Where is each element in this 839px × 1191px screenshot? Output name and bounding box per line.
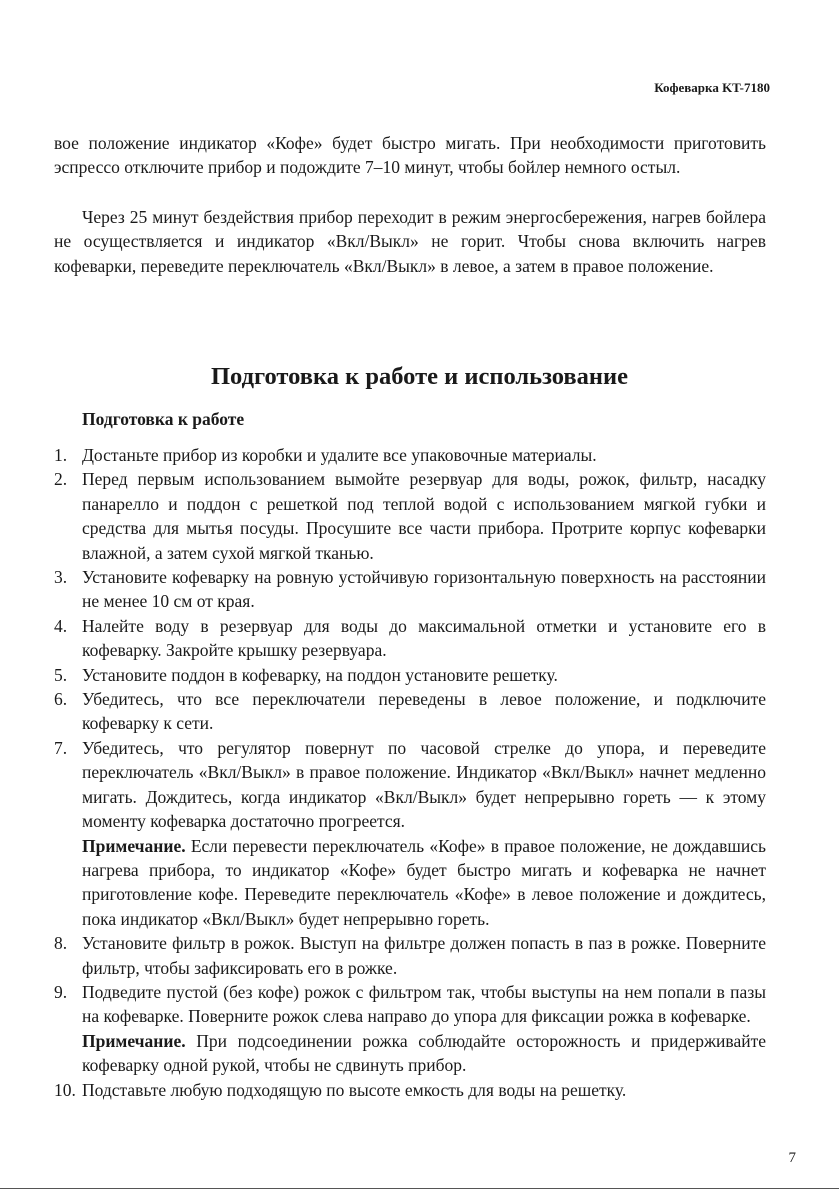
list-item <box>54 980 766 1078</box>
step-text: Установите кофеварку на ровную устойчивую горизонтальную поверхность на расстоянии не менее 10 см от края. <box>82 567 766 612</box>
note <box>82 1029 766 1078</box>
list-item <box>54 565 766 614</box>
list-item <box>54 467 766 565</box>
subheading: Подготовка к работе <box>82 409 245 429</box>
step-number: 4. <box>54 615 68 636</box>
page-number: 7 <box>788 1150 796 1166</box>
step-number: 8. <box>54 933 68 954</box>
step-number: 3. <box>54 567 68 588</box>
step-text: Подведите пустой (без кофе) рожок с фильтром так, чтобы выступы на нем попали в пазы на кофеварке. Поверните рожок слева направо до упора для фиксации рожка в кофеварке. <box>82 981 766 1027</box>
note-label: Примечание. <box>82 835 186 856</box>
step-text: Установите фильтр в рожок. Выступ на фильтре должен попасть в паз в рожке. Поверните фильтр, чтобы зафиксировать его в рожке. <box>82 933 766 978</box>
note-text: При подсоединении рожка соблюдайте осторожность и придерживайте кофеварку одной рукой, чтобы не сдвинуть прибор. <box>82 1030 766 1076</box>
step-text: Достаньте прибор из коробки и удалите все упаковочные материалы. <box>82 445 597 465</box>
step-text: Убедитесь, что регулятор повернут по часовой стрелке до упора, и переведите переключатель «Вкл/Выкл» в правое положение. Индикатор «Вкл/Выкл» начнет медленно мигать. Дождитесь, когда индикатор «Вкл/Выкл» будет непрерывно гореть — к этому моменту кофеварка достаточно прогреется. <box>82 737 766 832</box>
step-number: 10. <box>54 1079 76 1100</box>
intro-paragraph-1: вое положение индикатор «Кофе» будет быстро мигать. При необходимости приготовить эспрессо отключите прибор и подождите 7–10 минут, чтобы бойлер немного остыл. <box>54 133 766 178</box>
note-text: Если перевести переключатель «Кофе» в правое положение, не дождавшись нагрева прибора, то индикатор «Кофе» будет быстро мигать и кофеварка не начнет приготовление кофе. Переведите переключатель «Кофе» в левое положение и дождитесь, пока индикатор «Вкл/Выкл» будет непрерывно гореть. <box>82 835 766 929</box>
step-text: Убедитесь, что все переключатели переведены в левое положение, и подключите кофеварку к сети. <box>82 689 766 734</box>
step-number: 5. <box>54 664 68 685</box>
list-item <box>54 931 766 980</box>
list-item <box>54 663 766 687</box>
step-text: Подставьте любую подходящую по высоте емкость для воды на решетку. <box>82 1079 627 1100</box>
intro-paragraph-2: Через 25 минут бездействия прибор переходит в режим энергосбережения, нагрев бойлера не осуществляется и индикатор «Вкл/Выкл» не горит. Чтобы снова включить нагрев кофеварки, переведите переключатель «Вкл/Выкл» в левое, а затем в правое положение. <box>54 207 766 276</box>
running-header: Кофеварка KT-7180 <box>654 80 770 95</box>
bottom-rule <box>0 1188 839 1189</box>
note <box>82 834 766 932</box>
step-number: 9. <box>54 981 68 1002</box>
preparation-steps-list <box>54 443 766 1102</box>
step-number: 7. <box>54 737 68 758</box>
step-number: 2. <box>54 469 68 490</box>
step-text: Установите поддон в кофеварку, на поддон установите решетку. <box>82 664 558 685</box>
note-label: Примечание. <box>82 1030 186 1051</box>
list-item <box>54 1078 766 1102</box>
list-item <box>54 736 766 931</box>
step-number: 1. <box>54 445 68 465</box>
step-text: Перед первым использованием вымойте резервуар для воды, рожок, фильтр, насадку панарелло и поддон с решеткой под теплой водой с использованием мягкой губки и средства для мытья посуды. Просушите все части прибора. Протрите корпус кофеварки влажной, а затем сухой мягкой тканью. <box>82 469 766 563</box>
step-text: Налейте воду в резервуар для воды до максимальной отметки и установите его в кофеварку. Закройте крышку резервуара. <box>82 615 766 661</box>
list-item <box>54 687 766 736</box>
section-title: Подготовка к работе и использование <box>210 363 629 390</box>
list-item <box>54 614 766 663</box>
step-number: 6. <box>54 689 68 710</box>
list-item <box>54 443 766 467</box>
